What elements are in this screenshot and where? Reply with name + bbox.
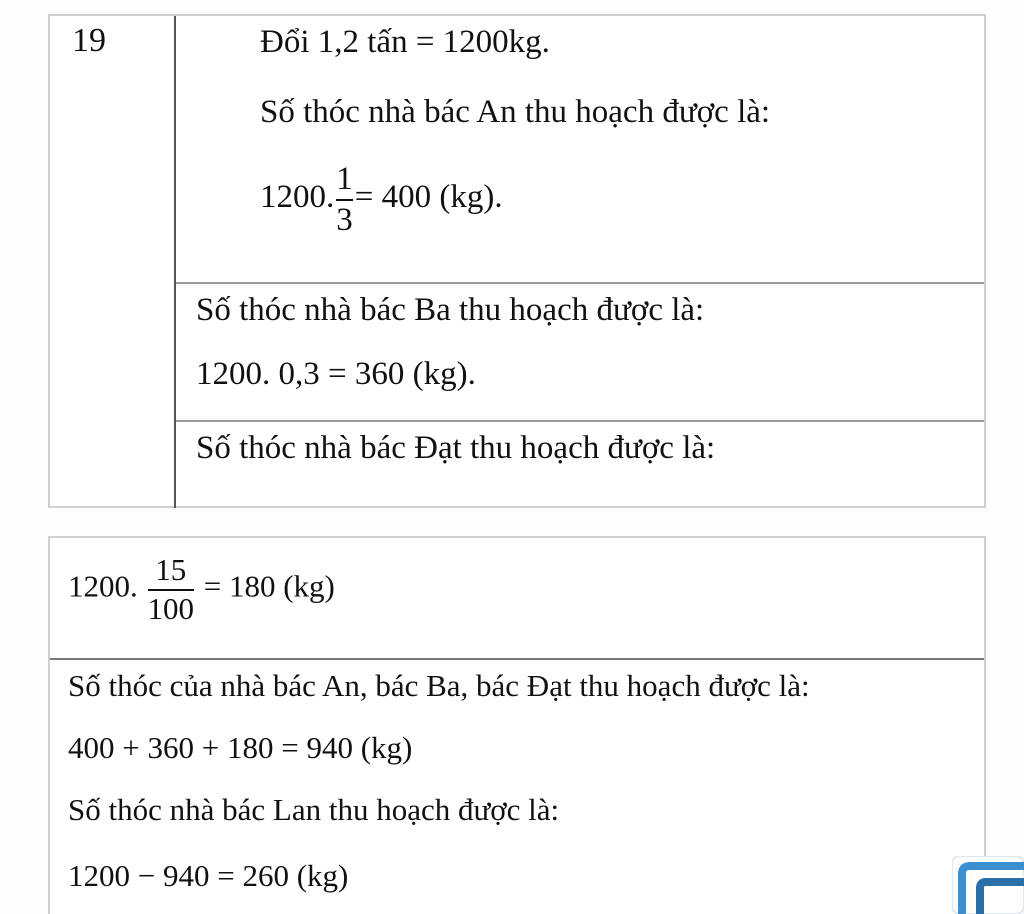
fraction-bar: [336, 199, 353, 201]
an-calc-prefix: 1200.: [260, 179, 335, 216]
ba-heading: Số thóc nhà bác Ba thu hoạch được là:: [196, 292, 705, 328]
column-divider: [174, 16, 176, 508]
an-heading: Số thóc nhà bác An thu hoạch được là:: [260, 94, 771, 130]
an-fraction-numerator: 1: [336, 161, 353, 197]
dat-heading: Số thóc nhà bác Đạt thu hoạch được là:: [196, 430, 716, 466]
lan-heading: Số thóc nhà bác Lan thu hoạch được là:: [68, 792, 560, 827]
dat-fraction-denominator: 100: [147, 590, 194, 626]
row-separator: [176, 282, 984, 284]
corner-bracket-icon: [952, 856, 1024, 914]
dat-calc-prefix: 1200.: [68, 568, 138, 604]
row-separator: [50, 658, 984, 660]
an-fraction: [336, 162, 353, 237]
dat-calculation: [68, 554, 335, 625]
total-heading: Số thóc của nhà bác An, bác Ba, bác Đạt thu hoạch được là:: [68, 668, 810, 703]
unit-conversion-line: Đổi 1,2 tấn = 1200kg.: [260, 24, 550, 60]
problem-number: 19: [72, 22, 106, 59]
an-fraction-denominator: 3: [336, 201, 353, 238]
dat-calc-result: = 180 (kg): [203, 568, 335, 604]
continuation-box: [48, 536, 986, 914]
dat-fraction: [148, 554, 195, 625]
an-calculation: [260, 162, 503, 237]
fullscreen-corner-icon[interactable]: [952, 856, 1024, 914]
row-separator: [176, 420, 984, 422]
an-calc-result: = 400 (kg).: [354, 179, 503, 216]
total-calculation: 400 + 360 + 180 = 940 (kg): [68, 730, 413, 765]
dat-fraction-numerator: 15: [155, 552, 187, 587]
solution-table: [48, 14, 986, 508]
lan-calculation: 1200 − 940 = 260 (kg): [68, 858, 349, 893]
ba-calculation: 1200. 0,3 = 360 (kg).: [196, 356, 476, 392]
